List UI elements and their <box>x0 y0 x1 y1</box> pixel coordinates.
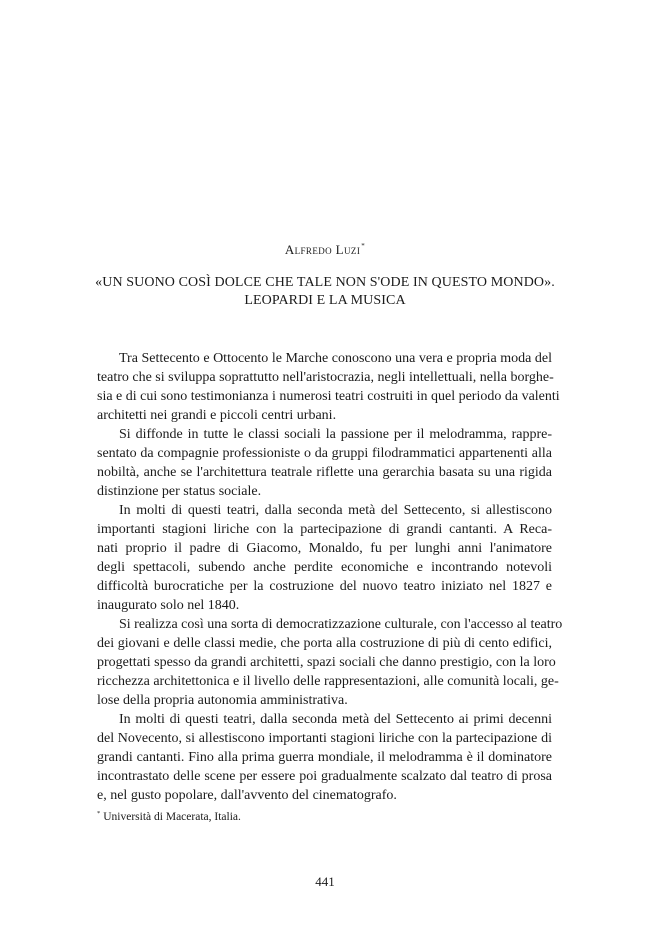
footnote-text: Università di Macerata, Italia. <box>103 811 241 823</box>
text-line: sia e di cui sono testimonianza i numerosi teatri costruiti in quel periodo da valenti <box>97 389 560 404</box>
text-line: Tra Settecento e Ottocento le Marche conoscono una vera e propria moda del <box>119 351 552 366</box>
text-line: grandi cantanti. Fino alla prima guerra mondiale, il melodramma è il dominatore <box>97 750 552 765</box>
text-line: In molti di questi teatri, dalla seconda metà del Settecento, si allestiscono <box>119 503 552 518</box>
title-line-2: LEOPARDI E LA MUSICA <box>244 293 406 308</box>
author-line <box>0 242 650 258</box>
paragraph <box>97 349 560 425</box>
text-line: architetti nei grandi e piccoli centri urbani. <box>97 408 337 423</box>
title-line-1: «UN SUONO COSÌ DOLCE CHE TALE NON S'ODE IN QUESTO MONDO». <box>95 275 555 290</box>
footnote <box>97 806 241 825</box>
page-number: 441 <box>315 874 335 889</box>
paragraph <box>97 615 563 710</box>
text-line: distinzione per status sociale. <box>97 484 262 499</box>
text-line: ricchezza architettonica e il livello delle rappresentazioni, alle comunità locali, ge- <box>97 674 559 689</box>
text-line: teatro che si sviluppa soprattutto nell'aristocrazia, negli intellettuali, nella borghe- <box>97 370 554 385</box>
paragraph <box>97 425 552 501</box>
text-line: del Novecento, si allestiscono importanti stagioni liriche con la partecipazione di <box>97 731 552 746</box>
paragraph <box>97 710 552 805</box>
text-line: difficoltà burocratiche per la costruzione del nuovo teatro iniziato nel 1827 e <box>97 579 552 594</box>
text-line: degli spettacoli, subendo anche perdite economiche e incontrando notevoli <box>97 560 552 575</box>
text-line: lose della propria autonomia amministrativa. <box>97 693 348 708</box>
text-line: In molti di questi teatri, dalla seconda metà del Settecento ai primi decenni <box>119 712 552 727</box>
text-line: e, nel gusto popolare, dall'avvento del cinematografo. <box>97 788 397 803</box>
text-line: Si realizza così una sorta di democratizzazione culturale, con l'accesso al teatro <box>119 617 563 632</box>
paragraph <box>97 501 552 615</box>
article-title <box>60 274 590 310</box>
body-text <box>97 349 563 805</box>
text-line: Si diffonde in tutte le classi sociali la passione per il melodramma, rappre- <box>119 427 552 442</box>
text-line: dei giovani e delle classi medie, che porta alla costruzione di più di cento edifici, <box>97 636 552 651</box>
text-line: nobiltà, anche se l'architettura teatrale riflette una gerarchia basata su una rigida <box>97 465 552 480</box>
text-line: nati proprio il padre di Giacomo, Monaldo, fu per lunghi anni l'animatore <box>97 541 552 556</box>
author-footnote-marker: * <box>361 242 366 250</box>
text-line: sentato da compagnie professioniste o da gruppi filodrammatici appartenenti alla <box>97 446 552 461</box>
text-line: importanti stagioni liriche con la partecipazione di grandi cantanti. A Reca- <box>97 522 552 537</box>
author-name: Alfredo Luzi <box>284 242 361 257</box>
footnote-marker: * <box>97 810 101 817</box>
text-line: incontrastato delle scene per essere poi gradualmente scalzato dal teatro di prosa <box>97 769 552 784</box>
text-line: inaugurato solo nel 1840. <box>97 598 240 613</box>
text-line: progettati spesso da grandi architetti, spazi sociali che danno prestigio, con la loro <box>97 655 556 670</box>
